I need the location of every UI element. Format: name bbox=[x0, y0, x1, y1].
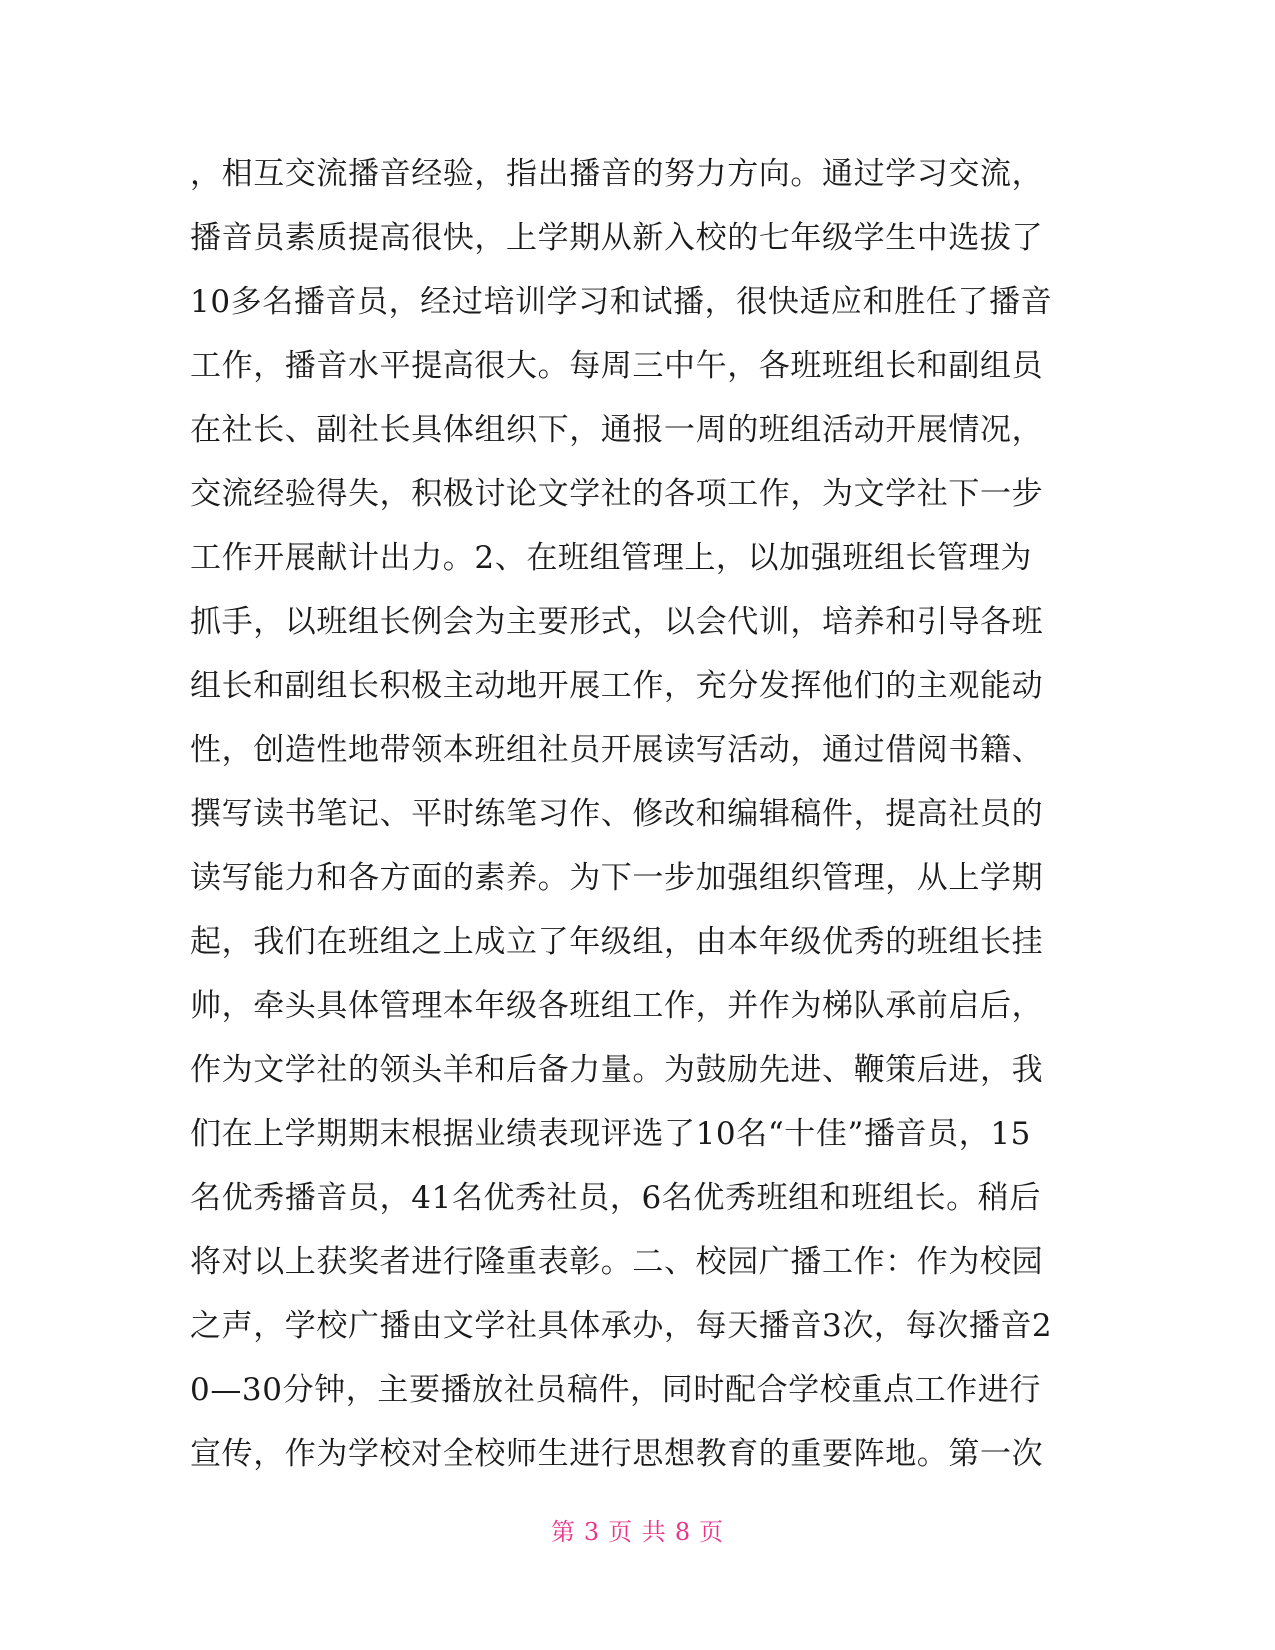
text-line: 工作开展献计出力。2、在班组管理上，以加强班组长管理为 bbox=[190, 540, 1032, 576]
text-line: 之声，学校广播由文学社具体承办，每天播音3次，每次播音2 bbox=[190, 1308, 1053, 1344]
body-text bbox=[190, 142, 1090, 1486]
text-line: 交流经验得失，积极讨论文学社的各项工作，为文学社下一步 bbox=[190, 476, 1044, 512]
footer-label-of: 页 共 bbox=[608, 1518, 667, 1546]
footer-label-page: 第 bbox=[550, 1518, 576, 1546]
text-line: 10多名播音员，经过培训学习和试播，很快适应和胜任了播音 bbox=[190, 284, 1053, 320]
text-line: 名优秀播音员，41名优秀社员，6名优秀班组和班组长。稍后 bbox=[190, 1180, 1041, 1216]
text-line: 播音员素质提高很快，上学期从新入校的七年级学生中选拔了 bbox=[190, 220, 1044, 256]
text-line: 起，我们在班组之上成立了年级组，由本年级优秀的班组长挂 bbox=[190, 924, 1044, 960]
text-line: 作为文学社的领头羊和后备力量。为鼓励先进、鞭策后进，我 bbox=[190, 1052, 1044, 1088]
text-line: 撰写读书笔记、平时练笔习作、修改和编辑稿件，提高社员的 bbox=[190, 796, 1044, 832]
text-line: 性，创造性地带领本班组社员开展读写活动，通过借阅书籍、 bbox=[190, 732, 1044, 768]
text-line: 们在上学期期末根据业绩表现评选了10名“十佳”播音员，15 bbox=[190, 1116, 1031, 1152]
page-footer bbox=[0, 1512, 1275, 1547]
text-line: 0—30分钟，主要播放社员稿件，同时配合学校重点工作进行 bbox=[190, 1372, 1041, 1408]
text-line: ，相互交流播音经验，指出播音的努力方向。通过学习交流， bbox=[190, 156, 1044, 192]
text-line: 抓手，以班组长例会为主要形式，以会代训，培养和引导各班 bbox=[190, 604, 1044, 640]
text-line: 读写能力和各方面的素养。为下一步加强组织管理，从上学期 bbox=[190, 860, 1044, 896]
total-pages-number: 8 bbox=[674, 1518, 692, 1546]
text-line: 宣传，作为学校对全校师生进行思想教育的重要阵地。第一次 bbox=[190, 1436, 1044, 1472]
text-line: 将对以上获奖者进行隆重表彰。二、校园广播工作：作为校园 bbox=[190, 1244, 1044, 1280]
text-line: 在社长、副社长具体组织下，通报一周的班组活动开展情况， bbox=[190, 412, 1044, 448]
footer-label-end: 页 bbox=[699, 1518, 725, 1546]
current-page-number: 3 bbox=[583, 1518, 601, 1546]
text-line: 帅，牵头具体管理本年级各班组工作，并作为梯队承前启后， bbox=[190, 988, 1044, 1024]
text-line: 工作，播音水平提高很大。每周三中午，各班班组长和副组员 bbox=[190, 348, 1044, 384]
text-line: 组长和副组长积极主动地开展工作，充分发挥他们的主观能动 bbox=[190, 668, 1044, 704]
